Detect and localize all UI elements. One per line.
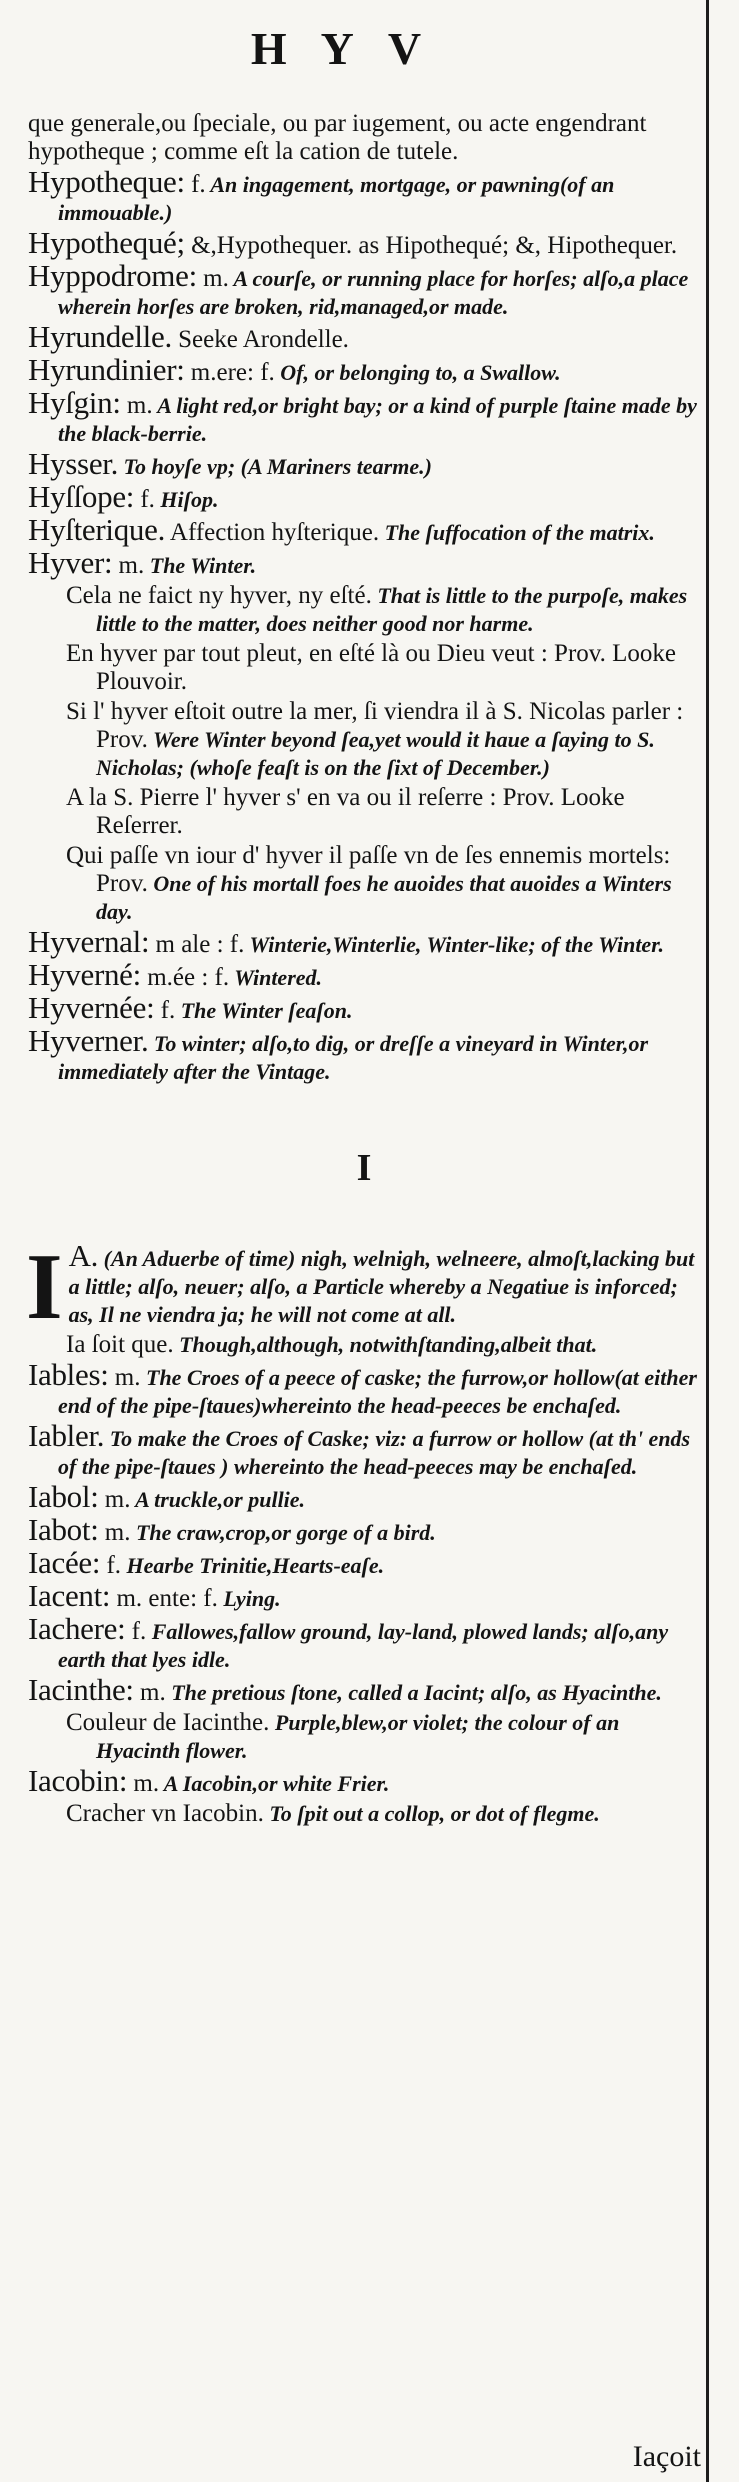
- page-header: HYV: [250, 23, 456, 74]
- headword: Hyvernal:: [28, 924, 150, 959]
- headword: Iacent:: [28, 1578, 111, 1613]
- headword: Iabol:: [28, 1479, 99, 1514]
- entry-hysser: Hysser. To hoyſe vp; (A Mariners tearme.): [28, 446, 432, 481]
- headword: Iabot:: [28, 1512, 99, 1547]
- headword: Hyverné:: [28, 957, 141, 992]
- entry-hyver: Hyver: m. The Winter.: [28, 545, 257, 580]
- headword: Hyppodrome:: [28, 258, 197, 293]
- headword: Hyſſope:: [28, 479, 135, 514]
- headword: Iacinthe:: [28, 1672, 134, 1707]
- entry-hyrundelle: Hyrundelle. Seeke Arondelle.: [28, 319, 349, 354]
- drop-cap: I: [26, 1235, 63, 1339]
- entry-hysterique: Hyſterique. Affection hyſterique. The ſuffocation of the matrix.: [28, 512, 655, 547]
- headword: Hypothequé;: [28, 225, 185, 260]
- subentry: Cela ne faict ny hyver, ny eſté. That is little to the purpoſe, makes little to the matter, does neither good nor harme.: [66, 582, 688, 636]
- column-rule: [706, 0, 709, 2482]
- subentry: Couleur de Iacinthe. Purple,blew,or violet; the colour of an Hyacinth flower.: [66, 1709, 620, 1763]
- entry-iacobin: Iacobin: m. A Iacobin,or white Frier.: [28, 1763, 390, 1798]
- subentry: Ia ſoit que. Though,although, notwithſtanding,albeit that.: [66, 1331, 598, 1358]
- entry-ia: I A. (An Aduerbe of time) nigh, welnigh, welneere, almoſt,lacking but a little; alſo, neuer; alſo, a Particle whereby a Negatiue is inforced; as, Il ne viendra ja; he will not come at all.: [26, 1235, 695, 1339]
- entry-iables: Iables: m. The Croes of a peece of caske; the furrow,or hollow(at either end of the pipe-ſtaues)whereinto the head-peeces be enchaſed.: [28, 1357, 697, 1418]
- headword: Hyverner.: [28, 1023, 149, 1058]
- headword: Iacobin:: [28, 1763, 128, 1798]
- entry-hypothequé: Hypothequé; &,Hypothequer. as Hipothequé; &, Hipothequer.: [28, 225, 678, 260]
- subentry: Qui paſſe vn iour d' hyver il paſſe vn de ſes ennemis mortels: Prov. One of his mortall foes he auoides that auoides a Winters day.: [66, 842, 672, 924]
- continuation-text: que generale,ou ſpeciale, ou par iugement, ou acte engendrant hypotheque ; comme eſt la cation de tutele.: [28, 110, 647, 165]
- entry-hyvernee: Hyvernée: f. The Winter ſeaſon.: [28, 990, 353, 1025]
- headword: Iabler.: [28, 1418, 105, 1453]
- entry-iacent: Iacent: m. ente: f. Lying.: [28, 1578, 281, 1613]
- headword: Hyſgin:: [28, 385, 121, 420]
- entry-hypotheque: Hypotheque: f. An ingagement, mortgage, or pawning(of an immouable.): [28, 164, 615, 225]
- subentry: Cracher vn Iacobin. To ſpit out a collop, or dot of flegme.: [66, 1800, 600, 1827]
- subentry: A la S. Pierre l' hyver s' en va ou il reſerre : Prov. Looke Reſerrer.: [66, 784, 625, 839]
- dictionary-column: [28, 110, 700, 1830]
- subentry: Si l' hyver eſtoit outre la mer, ſi viendra il à S. Nicolas parler : Prov. Were Winter beyond ſea,yet would it haue a ſaying to S. Nicholas; (whoſe feaſt is on the ſixt of December.): [66, 698, 684, 780]
- entry-hyvernal: Hyvernal: m ale : f. Winterie,Winterlie, Winter-like; of the Winter.: [28, 924, 665, 959]
- entry-iachere: Iachere: f. Fallowes,fallow ground, lay-land, plowed lands; alſo,any earth that lyes idle.: [28, 1611, 669, 1672]
- entry-iacinthe: Iacinthe: m. The pretious ſtone, called a Iacint; alſo, as Hyacinthe.: [28, 1672, 662, 1707]
- entry-hyppodrome: Hyppodrome: m. A courſe, or running place for horſes; alſo,a place wherein horſes are broken, rid,managed,or made.: [28, 258, 689, 319]
- entry-hyssope: Hyſſope: f. Hiſop.: [28, 479, 219, 514]
- headword: Hyver:: [28, 545, 113, 580]
- entry-iacee: Iacée: f. Hearbe Trinitie,Hearts-eaſe.: [28, 1545, 385, 1580]
- entry-hyrundinier: Hyrundinier: m.ere: f. Of, or belonging to, a Swallow.: [28, 352, 561, 387]
- subentry: En hyver par tout pleut, en eſté là ou Dieu veut : Prov. Looke Plouvoir.: [66, 640, 677, 695]
- headword: Hypotheque:: [28, 164, 185, 199]
- headword: Hysser.: [28, 446, 119, 481]
- entry-hyverner: Hyverner. To winter; alſo,to dig, or dreſſe a vineyard in Winter,or immediately after the Vintage.: [28, 1023, 649, 1084]
- entry-hysgin: Hyſgin: m. A light red,or bright bay; or a kind of purple ſtaine made by the black-berrie.: [28, 385, 697, 446]
- section-letter: I: [356, 1147, 372, 1189]
- headword: Hyrundelle.: [28, 319, 172, 354]
- entry-iabol: Iabol: m. A truckle,or pullie.: [28, 1479, 306, 1514]
- headword: Hyrundinier:: [28, 352, 185, 387]
- headword: Hyvernée:: [28, 990, 155, 1025]
- entry-hyverne: Hyverné: m.ée : f. Wintered.: [28, 957, 323, 992]
- headword: Hyſterique.: [28, 512, 166, 547]
- entry-iabler: Iabler. To make the Croes of Caske; viz: a furrow or hollow (at th' ends of the pipe-ſtaues ) whereinto the head-peeces may be enchaſed.: [28, 1418, 691, 1479]
- headword: Iables:: [28, 1357, 109, 1392]
- catchword: Iaçoit: [632, 2440, 701, 2473]
- headword: Iacée:: [28, 1545, 101, 1580]
- entry-iabot: Iabot: m. The craw,crop,or gorge of a bird.: [28, 1512, 436, 1547]
- headword: Iachere:: [28, 1611, 126, 1646]
